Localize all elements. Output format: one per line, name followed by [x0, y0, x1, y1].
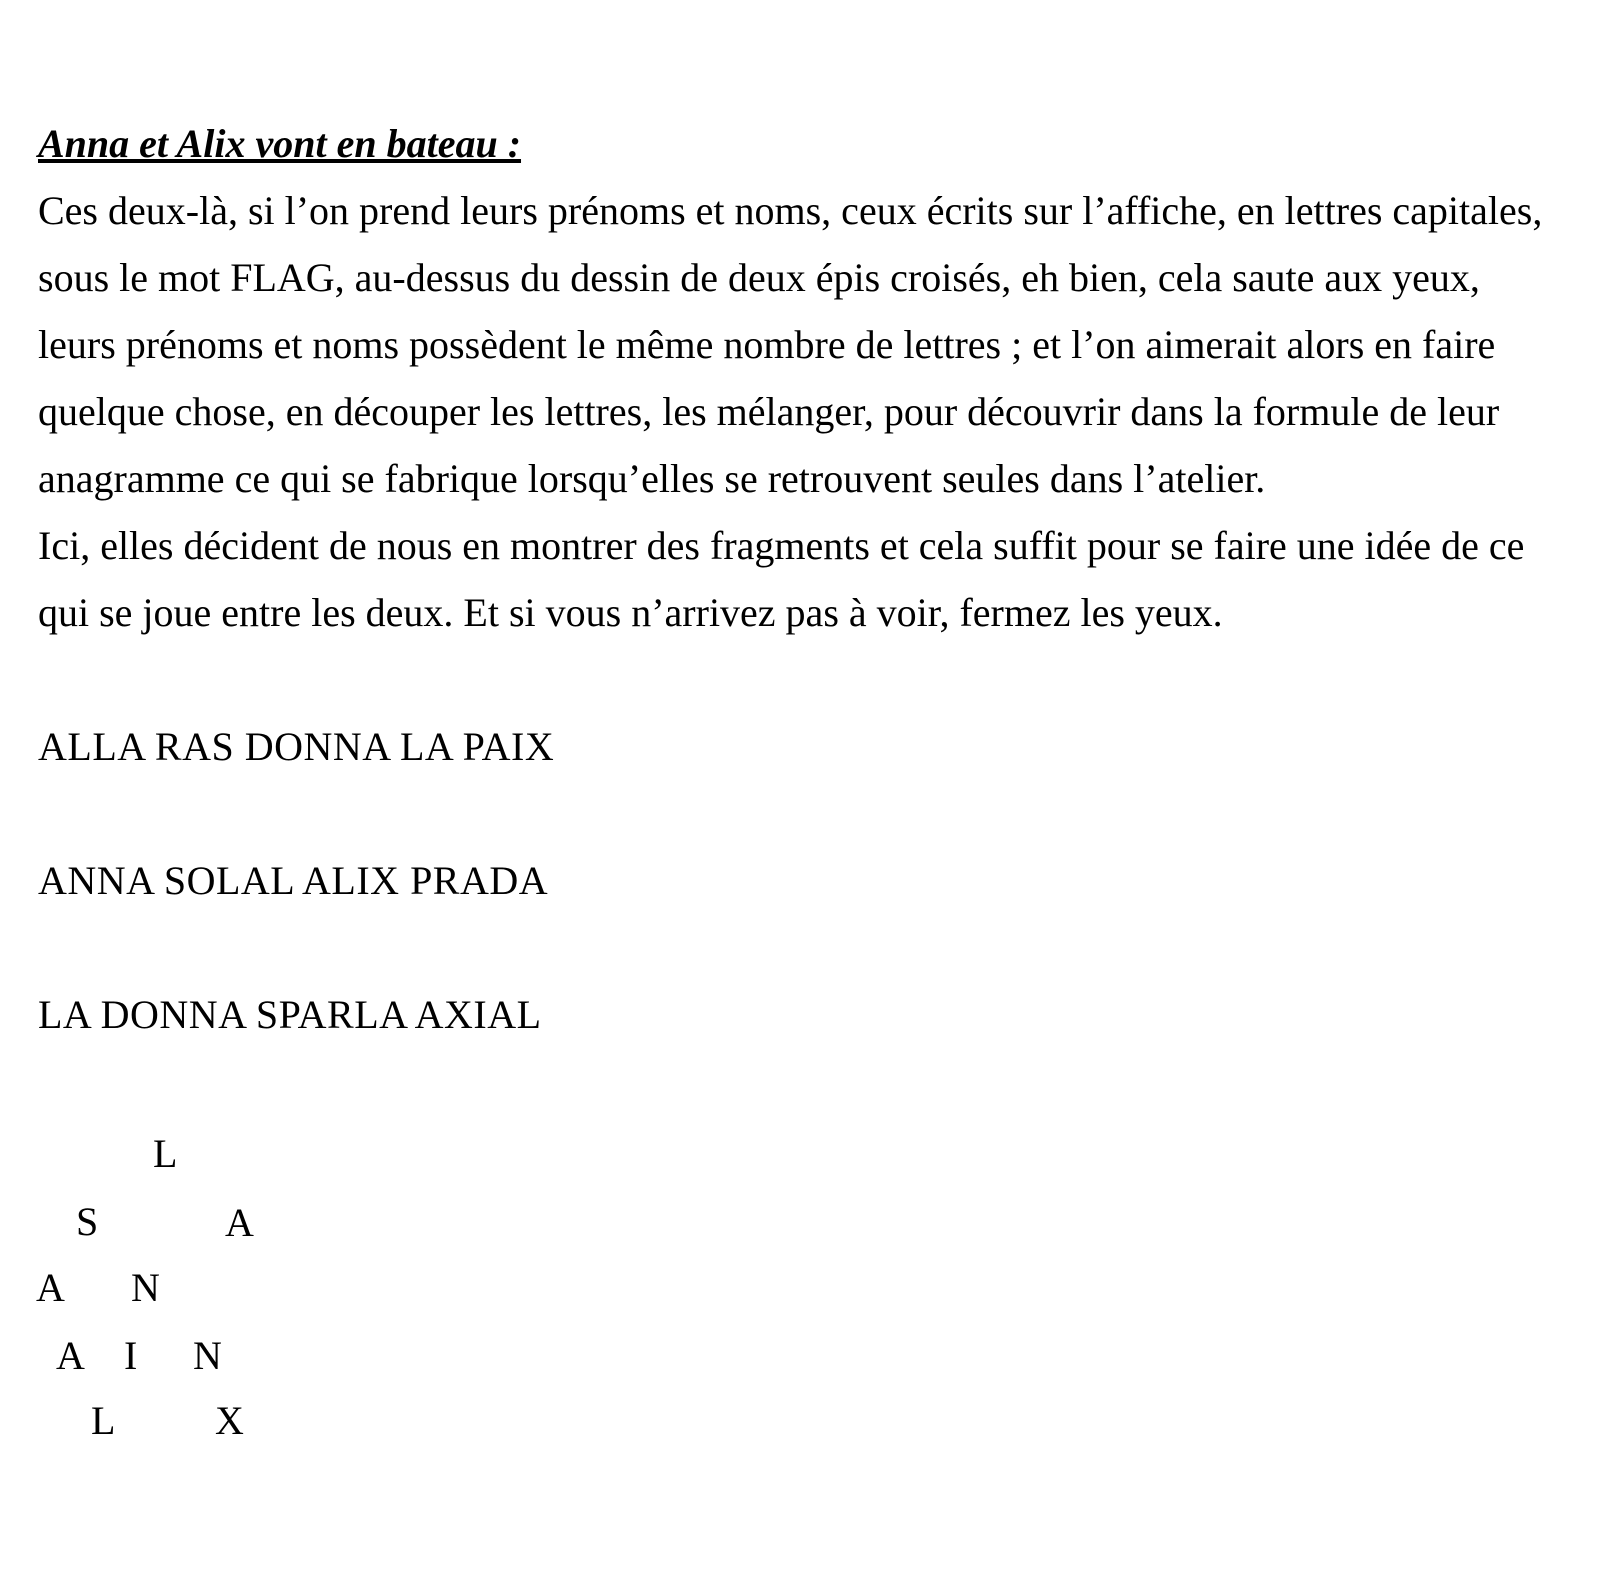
intro-paragraph — [38, 177, 1543, 646]
scattered-letter: I — [124, 1333, 138, 1378]
scattered-letter: A — [56, 1333, 85, 1378]
paragraph-line: leurs prénoms et noms possèdent le même nombre de lettres ; et l’on aimerait alors en faire — [38, 322, 1496, 367]
paragraph-line: qui se joue entre les deux. Et si vous n’arrivez pas à voir, fermez les yeux. — [38, 590, 1223, 635]
paragraph-line: anagramme ce qui se fabrique lorsqu’elles se retrouvent seules dans l’atelier. — [38, 456, 1266, 501]
scattered-letter: X — [215, 1398, 244, 1443]
paragraph-line: Ici, elles décident de nous en montrer des fragments et cela suffit pour se faire une idée de ce — [38, 523, 1525, 568]
page-title: Anna et Alix vont en bateau : — [38, 121, 522, 166]
anagram-line-2: ANNA SOLAL ALIX PRADA — [38, 858, 549, 903]
paragraph-line: quelque chose, en découper les lettres, les mélanger, pour découvrir dans la formule de leur — [38, 389, 1500, 434]
scattered-letter: S — [76, 1199, 99, 1244]
scattered-letter: L — [153, 1131, 178, 1176]
anagram-line-1: ALLA RAS DONNA LA PAIX — [38, 724, 555, 769]
scattered-letter: A — [36, 1265, 65, 1310]
scattered-letter: N — [193, 1333, 222, 1378]
paragraph-line: Ces deux-là, si l’on prend leurs prénoms et noms, ceux écrits sur l’affiche, en lettres capitales, — [38, 188, 1543, 233]
scattered-letter: L — [91, 1398, 116, 1443]
anagram-line-3: LA DONNA SPARLA AXIAL — [38, 992, 542, 1037]
scattered-letter: A — [225, 1200, 254, 1245]
scattered-letter: N — [131, 1265, 160, 1310]
paragraph-line: sous le mot FLAG, au-dessus du dessin de deux épis croisés, eh bien, cela saute aux yeux, — [38, 255, 1480, 300]
